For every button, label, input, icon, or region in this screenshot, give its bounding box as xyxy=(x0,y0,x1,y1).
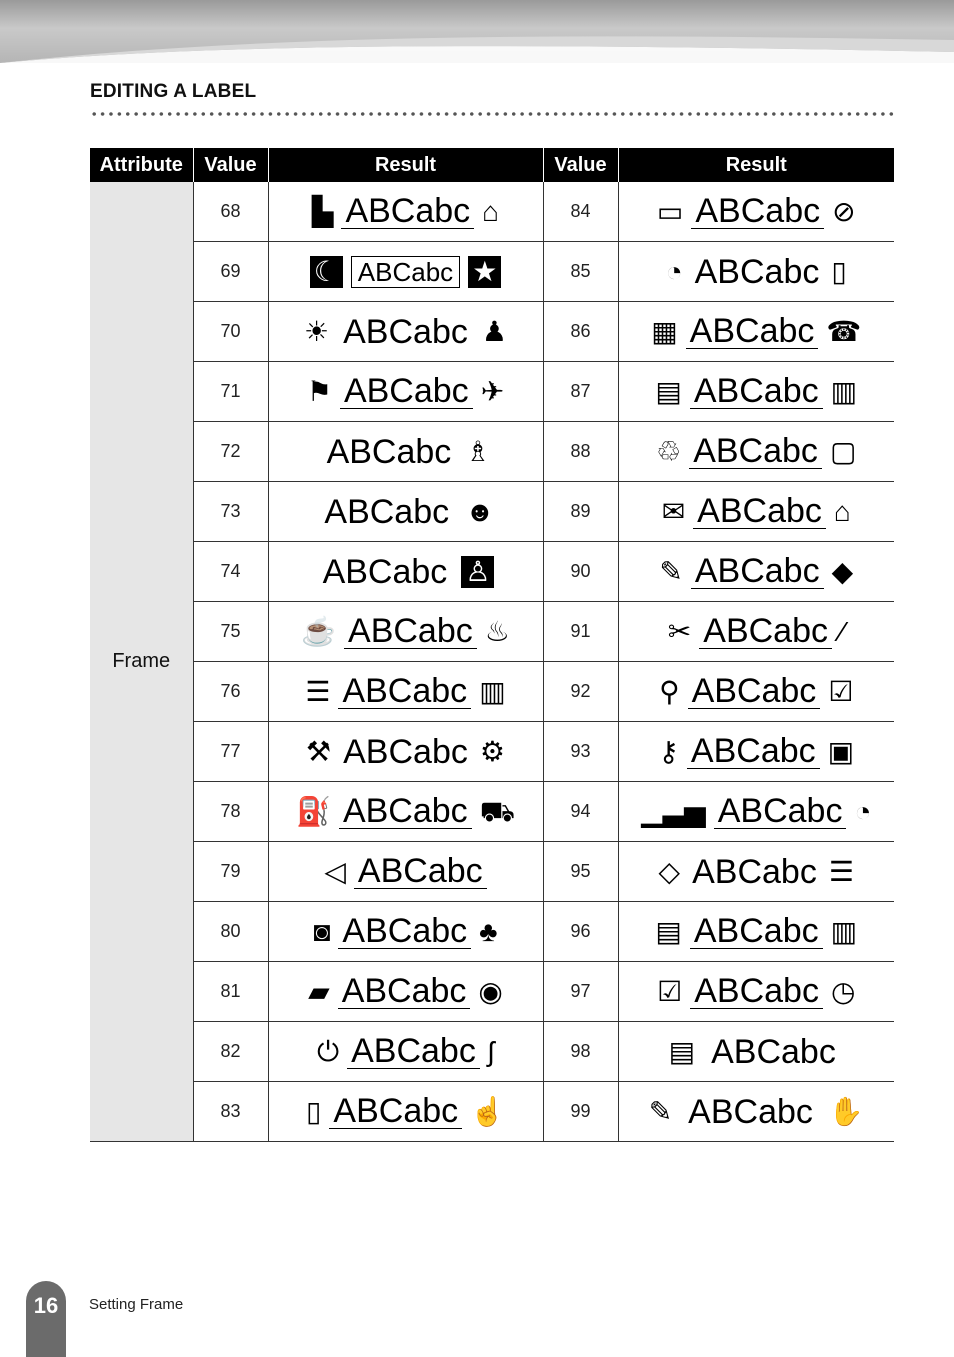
sample-text: ABCabc xyxy=(686,314,819,349)
result-cell xyxy=(268,902,543,962)
keyhole-icon: ▣ xyxy=(827,735,855,767)
tag-icon: ◇ xyxy=(658,855,681,887)
result-cell xyxy=(618,482,894,542)
result-cell xyxy=(268,542,543,602)
value-cell: 72 xyxy=(193,422,268,482)
result-cell xyxy=(268,1022,543,1082)
result-cell xyxy=(268,602,543,662)
sample-text: ABCabc xyxy=(688,1092,813,1131)
col-header-result-2: Result xyxy=(618,148,894,182)
result-cell xyxy=(618,962,894,1022)
value-cell: 71 xyxy=(193,362,268,422)
bar-chart-icon: ▁▃▅ xyxy=(641,795,706,827)
scissors-icon: ✂ xyxy=(667,615,692,647)
sample-text: ABCabc xyxy=(692,852,817,891)
dotted-divider xyxy=(90,111,895,117)
note-icon: ▢ xyxy=(829,435,857,467)
value-cell: 90 xyxy=(543,542,618,602)
sample-text: ABCabc xyxy=(324,492,450,531)
table-row xyxy=(90,362,894,422)
sample-text: ABCabc xyxy=(714,794,847,829)
value-cell: 86 xyxy=(543,302,618,362)
sample-text: ABCabc xyxy=(699,614,832,649)
value-cell: 73 xyxy=(193,482,268,542)
eraser-icon: ◆ xyxy=(831,555,854,587)
col-header-value: Value xyxy=(193,148,268,182)
result-cell xyxy=(268,662,543,722)
sample-text: ABCabc xyxy=(343,312,468,351)
traveler-icon: ♟ xyxy=(481,315,507,347)
car-icon: ⛟ xyxy=(479,795,515,827)
clipboard-icon: ✎ xyxy=(648,1095,673,1127)
result-cell xyxy=(268,782,543,842)
fuel-pump-icon: ⛽ xyxy=(296,795,331,827)
result-cell xyxy=(268,722,543,782)
result-cell xyxy=(618,422,894,482)
value-cell: 88 xyxy=(543,422,618,482)
sample-text: ABCabc xyxy=(691,554,824,589)
page-number: 16 xyxy=(33,1293,59,1318)
sample-text: ABCabc xyxy=(691,194,824,229)
copies-icon: ▥ xyxy=(830,915,858,947)
section-title: EDITING A LABEL xyxy=(90,81,257,102)
open-mail-icon: ⌂ xyxy=(833,495,851,527)
sample-text: ABCabc xyxy=(344,614,477,649)
table-row xyxy=(90,482,894,542)
checkbox-icon: ☑ xyxy=(828,675,854,707)
result-cell xyxy=(618,722,894,782)
sample-text: ABCabc xyxy=(338,914,471,949)
value-cell: 76 xyxy=(193,662,268,722)
table-row xyxy=(90,902,894,962)
telephone-icon: ☎ xyxy=(826,315,862,347)
col-header-value-2: Value xyxy=(543,148,618,182)
value-cell: 84 xyxy=(543,182,618,242)
result-cell xyxy=(618,302,894,362)
value-cell: 95 xyxy=(543,842,618,902)
computer-icon: ▭ xyxy=(656,195,684,227)
table-row xyxy=(90,182,894,242)
building-icon: ▙ xyxy=(311,195,334,227)
podium-icon: ♗ xyxy=(465,435,491,467)
table-row xyxy=(90,662,894,722)
value-cell: 89 xyxy=(543,482,618,542)
walker-icon: ★ xyxy=(468,256,501,288)
teacher-icon: ♙ xyxy=(461,556,494,588)
table-row xyxy=(90,542,894,602)
teapot-icon: ☕ xyxy=(301,615,337,647)
table-header-row xyxy=(90,148,894,182)
result-cell xyxy=(618,1082,894,1142)
airplane-icon: ✈ xyxy=(480,375,505,407)
calendar-icon: ▦ xyxy=(651,315,678,347)
value-cell: 77 xyxy=(193,722,268,782)
table-row xyxy=(90,782,894,842)
table-row xyxy=(90,242,894,302)
result-cell xyxy=(268,422,543,482)
value-cell: 75 xyxy=(193,602,268,662)
value-cell: 91 xyxy=(543,602,618,662)
checkmark-box-icon: ☑ xyxy=(657,975,683,1007)
sunrise-icon: ☀ xyxy=(304,315,330,347)
value-cell: 78 xyxy=(193,782,268,842)
family-icon: ☻ xyxy=(465,495,495,527)
result-cell xyxy=(618,542,894,602)
sample-text: ABCabc xyxy=(688,674,821,709)
value-cell: 70 xyxy=(193,302,268,362)
result-cell xyxy=(618,782,894,842)
footer-section-name: Setting Frame xyxy=(89,1296,184,1313)
raised-hand-icon: ✋ xyxy=(828,1095,864,1127)
value-cell: 93 xyxy=(543,722,618,782)
sample-text: ABCabc xyxy=(690,374,823,409)
value-cell: 81 xyxy=(193,962,268,1022)
result-cell xyxy=(268,302,543,362)
mouse-icon: ⊘ xyxy=(832,195,856,227)
sample-text: ABCabc xyxy=(338,974,471,1009)
value-cell: 87 xyxy=(543,362,618,422)
value-cell: 85 xyxy=(543,242,618,302)
table-row xyxy=(90,1082,894,1142)
value-cell: 94 xyxy=(543,782,618,842)
sample-text: ABCabc xyxy=(690,974,823,1009)
sample-text: ABCabc xyxy=(340,374,473,409)
table-row xyxy=(90,422,894,482)
result-cell xyxy=(268,242,543,302)
megaphone-icon: ◁ xyxy=(324,855,346,887)
value-cell: 97 xyxy=(543,962,618,1022)
pointing-hand-icon: ☝ xyxy=(470,1095,506,1127)
gears-icon: ⚙ xyxy=(479,735,505,767)
value-cell: 83 xyxy=(193,1082,268,1142)
value-cell: 99 xyxy=(543,1082,618,1142)
mobile-icon: ▯ xyxy=(305,1095,322,1127)
sample-text: ABCabc xyxy=(343,732,468,771)
result-cell xyxy=(618,902,894,962)
result-cell xyxy=(268,362,543,422)
pie-chart-icon: ◔ xyxy=(854,795,872,827)
table-row xyxy=(90,302,894,362)
table-row xyxy=(90,1022,894,1082)
result-cell xyxy=(618,182,894,242)
sample-text: ABCabc xyxy=(694,252,820,291)
books-stack-icon: ☰ xyxy=(305,675,331,707)
phone-icon: ▯ xyxy=(831,255,847,287)
attribute-cell: Frame xyxy=(90,182,193,1142)
house-icon: ⌂ xyxy=(482,195,500,227)
value-cell: 68 xyxy=(193,182,268,242)
sample-text: ABCabc xyxy=(339,794,472,829)
result-cell xyxy=(268,962,543,1022)
value-cell: 80 xyxy=(193,902,268,962)
envelope-icon: ✉ xyxy=(661,495,686,527)
value-cell: 98 xyxy=(543,1022,618,1082)
sample-text: ABCabc xyxy=(329,1094,462,1129)
sample-text: ABCabc xyxy=(351,256,460,288)
moon-icon: ☾ xyxy=(310,256,343,288)
result-cell xyxy=(268,842,543,902)
result-cell xyxy=(618,662,894,722)
sample-text: ABCabc xyxy=(689,434,822,469)
value-cell: 92 xyxy=(543,662,618,722)
fax-icon: ▤ xyxy=(655,375,682,407)
table-row xyxy=(90,962,894,1022)
result-cell xyxy=(618,602,894,662)
key-icon: ⚷ xyxy=(658,735,679,767)
kettle-icon: ♨ xyxy=(484,615,510,647)
sample-text: ABCabc xyxy=(711,1032,836,1071)
sample-text: ABCabc xyxy=(690,914,823,949)
sample-text: ABCabc xyxy=(687,734,820,769)
result-cell xyxy=(618,362,894,422)
value-cell: 82 xyxy=(193,1022,268,1082)
header-swoosh xyxy=(0,0,954,63)
frame-attribute-table xyxy=(90,148,894,1142)
clapper-icon: ▰ xyxy=(308,975,330,1007)
sample-text: ABCabc xyxy=(338,674,471,709)
camera-icon: ◙ xyxy=(313,915,331,947)
wrench-icon: ⚒ xyxy=(306,735,332,767)
palm-tree-icon: ♣ xyxy=(479,915,498,947)
movie-camera-icon: ◉ xyxy=(478,975,503,1007)
value-cell: 96 xyxy=(543,902,618,962)
result-cell xyxy=(268,482,543,542)
result-cell xyxy=(618,1022,894,1082)
header-band xyxy=(0,0,954,63)
sample-text: ABCabc xyxy=(322,552,448,591)
cut-line-icon: ⁄ xyxy=(840,615,845,647)
sample-text: ABCabc xyxy=(326,432,452,471)
lines-icon: ☰ xyxy=(828,855,854,887)
result-cell xyxy=(268,182,543,242)
recycle-icon: ♲ xyxy=(656,435,682,467)
bookshelf-icon: ▥ xyxy=(479,675,506,707)
table-row xyxy=(90,842,894,902)
cord-icon: ʃ xyxy=(487,1035,495,1067)
id-card-icon: ▤ xyxy=(668,1035,696,1067)
value-cell: 79 xyxy=(193,842,268,902)
wifi-icon: ◔ xyxy=(665,255,683,287)
col-header-result: Result xyxy=(268,148,543,182)
stopwatch-icon: ◷ xyxy=(830,975,856,1007)
pencil-icon: ✎ xyxy=(659,555,683,587)
sample-text: ABCabc xyxy=(347,1034,480,1069)
documents-icon: ▥ xyxy=(830,375,858,407)
table-row xyxy=(90,602,894,662)
value-cell: 69 xyxy=(193,242,268,302)
sample-text: ABCabc xyxy=(354,854,487,889)
result-cell xyxy=(618,842,894,902)
result-cell xyxy=(618,242,894,302)
value-cell: 74 xyxy=(193,542,268,602)
table-row xyxy=(90,722,894,782)
col-header-attribute: Attribute xyxy=(90,148,193,182)
runner-icon: ⚑ xyxy=(306,375,332,407)
pushpin-icon: ⚲ xyxy=(659,675,680,707)
sample-text: ABCabc xyxy=(341,194,474,229)
result-cell xyxy=(268,1082,543,1142)
plug-icon: ⏻ xyxy=(316,1035,340,1067)
sample-text: ABCabc xyxy=(693,494,826,529)
memo-icon: ▤ xyxy=(655,915,682,947)
